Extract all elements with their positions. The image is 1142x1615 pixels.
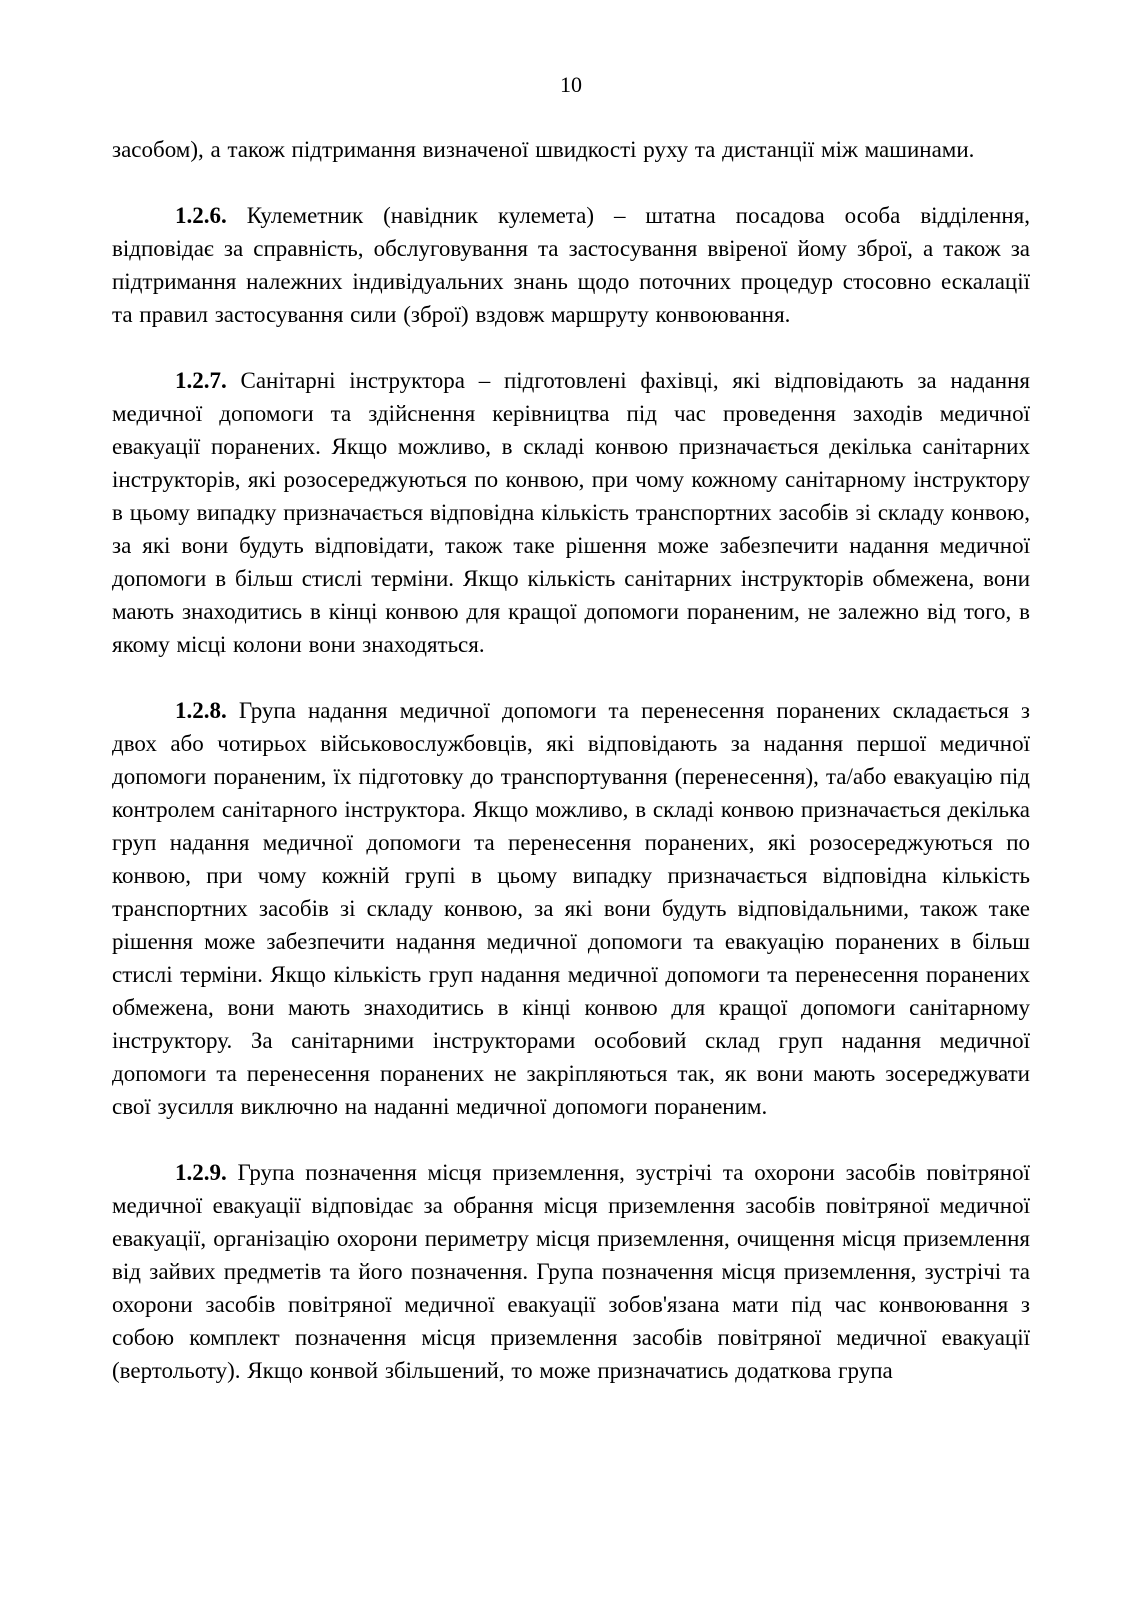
paragraph-number: 1.2.8. [175, 698, 227, 723]
paragraph-1-2-6 [112, 199, 1030, 331]
paragraph-text: засобом), а також підтримання визначеної швидкості руху та дистанції між машинами. [112, 137, 975, 162]
paragraph-1-2-8 [112, 694, 1030, 1123]
paragraph-1-2-9 [112, 1156, 1030, 1387]
paragraph-continuation [112, 133, 1030, 166]
paragraph-text: Група позначення місця приземлення, зустрічі та охорони засобів повітряної медичної евакуації відповідає за обрання місця приземлення засобів повітряної медичної евакуації, організацію охорони периметру місця приземлення, очищення місця приземлення від зайвих предметів та його позначення. Група позначення місця приземлення, зустрічі та охорони засобів повітряної медичної евакуації зобов'язана мати під час конвоювання з собою комплект позначення місця приземлення засобів повітряної медичної евакуації (вертольоту). Якщо конвой збільшений, то може призначатись додаткова група [112, 1160, 1030, 1383]
page-number: 10 [560, 72, 582, 97]
paragraph-text: Кулеметник (навідник кулемета) – штатна посадова особа відділення, відповідає за справність, обслуговування та застосування ввіреної йому зброї, а також за підтримання належних індивідуальних знань щодо поточних процедур стосовно ескалації та правил застосування сили (зброї) вздовж маршруту конвоювання. [112, 203, 1030, 327]
paragraph-number: 1.2.9. [175, 1160, 227, 1185]
paragraph-number: 1.2.7. [175, 368, 227, 393]
paragraph-text: Санітарні інструктора – підготовлені фахівці, які відповідають за надання медичної допомоги та здійснення керівництва під час проведення заходів медичної евакуації поранених. Якщо можливо, в складі конвою призначається декілька санітарних інструкторів, які розосереджуються по конвою, при чому кожному санітарному інструктору в цьому випадку призначається відповідна кількість транспортних засобів зі складу конвою, за які вони будуть відповідати, також таке рішення може забезпечити надання медичної допомоги в більш стислі терміни. Якщо кількість санітарних інструкторів обмежена, вони мають знаходитись в кінці конвою для кращої допомоги пораненим, не залежно від того, в якому місці колони вони знаходяться. [112, 368, 1031, 657]
paragraph-text: Група надання медичної допомоги та перенесення поранених складається з двох або чотирьох військовослужбовців, які відповідають за надання першої медичної допомоги пораненим, їх підготовку до транспортування (перенесення), та/або евакуацію під контролем санітарного інструктора. Якщо можливо, в складі конвою призначається декілька груп надання медичної допомоги та перенесення поранених, які розосереджуються по конвою, при чому кожній групі в цьому випадку призначається відповідна кількість транспортних засобів зі складу конвою, за які вони будуть відповідальними, також таке рішення може забезпечити надання медичної допомоги та евакуацію поранених в більш стислі терміни. Якщо кількість груп надання медичної допомоги та перенесення поранених обмежена, вони мають знаходитись в кінці конвою для кращої допомоги санітарному інструктору. За санітарними інструкторами особовий склад груп надання медичної допомоги та перенесення поранених не закріпляються так, як вони мають зосереджувати свої зусилля виключно на наданні медичної допомоги пораненим. [112, 698, 1030, 1119]
paragraph-1-2-7 [112, 364, 1030, 661]
paragraph-number: 1.2.6. [175, 203, 227, 228]
